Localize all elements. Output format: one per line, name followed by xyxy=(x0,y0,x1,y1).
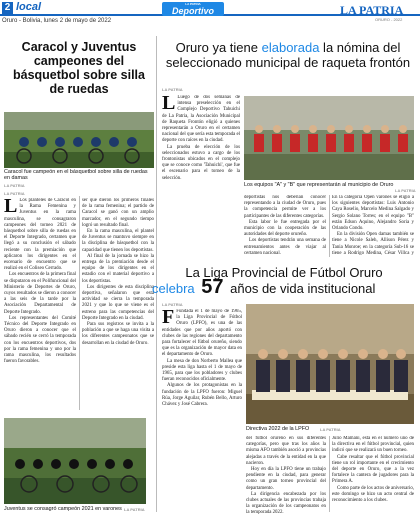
lpfo-col3-para2: Cabe resaltar que el fútbol provincial tiene un rol importante en el crecimiento del deporte en Oruro, que a la vez fortalece la cantera de jugadores para la Primera A. xyxy=(332,454,414,485)
left-body-col1 xyxy=(4,198,76,412)
team-photo-illustration xyxy=(4,112,154,168)
lpfo-body-col1 xyxy=(162,309,242,514)
raqueta-col2-para3: Los deportistas tendrán una semana de entrenamientos antes de viajar al certamen nacional. xyxy=(244,238,326,256)
lpfo-col2-para3: La dirigencia encabezada por los clubes actuales de las provincias trabaja la organización de los campeonatos en la temporada 2022. xyxy=(246,491,326,514)
lpfo-photo-illustration xyxy=(246,304,414,424)
lpfo-col2-para1: del fútbol orureño en sus diferentes categorías, pero que tras los años la misma AFO también asoció a provincias alejadas a través de la entidad en la que nacieron. xyxy=(246,436,326,466)
raqueta-col1-para2: La prueba de elección de los seleccionados estuvo a cargo de los frontonistas ubicados en el complejo que se conoce como 'Tahuichi', que fue el escenario para el torneo de la selección. xyxy=(162,144,240,181)
raqueta-photo-credit: LA PATRIA xyxy=(395,188,416,193)
banner-title: Deportivo xyxy=(171,6,214,16)
lpfo-byline: LA PATRIA xyxy=(162,302,183,307)
lpfo-headline-line1: La Liga Provincial de Fútbol Oruro xyxy=(185,265,383,280)
photo2-credit: LA PATRIA xyxy=(124,507,145,512)
left-col2-para1: ser que dieron los primeros finales de la rama femenina; el partido de Caracol se ganó con un amplio marcador, en el segundo tiempo logró un resultado final. xyxy=(82,198,154,228)
lpfo-headline-number: 57 xyxy=(201,276,224,298)
photo1-caption: Caracol fue campeón en el básquetbol sobre silla de ruedas en damas xyxy=(4,169,148,181)
page-number: 2 xyxy=(2,2,13,14)
raqueta-col1-para1: L Luego de dos semanas de intensa preselección en el Complejo Deportivo Tahuichi de La Patria, la Asociación Municipal de Raqueta Frontón eligió a quienes representarán a Oruro en el certamen nacional del que sería esta temporada el deporte con raíces en la ciudad. xyxy=(162,95,240,144)
lpfo-directiva-photo xyxy=(246,304,414,424)
lpfo-photo-credit: LA PATRIA xyxy=(320,427,341,432)
left-col1-para2: Los encuentros de la primera final se disputaron en el Polifuncional del Ministerio de Deportes de Oruro, cuyos resultados se dieron a conocer a las seis de la tarde por la Asociación Departamental de Deporte Integrado. xyxy=(4,272,76,315)
juventus-team-photo xyxy=(4,418,146,504)
raqueta-team-photo xyxy=(244,96,414,180)
raqueta-photo-caption: Los equipos "A" y "B" que representarán al municipio de Oruro xyxy=(244,182,394,188)
raqueta-body-col3 xyxy=(332,195,414,257)
left-col2-para3: Al final de la jornada se hizo la entrega de la premiación desde el equipo de los dirigentes en el estadio con el material deportivo a los deportistas. xyxy=(82,253,154,284)
left-headline: Caracol y Juventus campeones del básquetbol sobre silla de ruedas xyxy=(13,40,145,96)
lpfo-col2-para2: Hoy en día la LPFO tiene un trabajo pendiente en la ciudad, para generar como un gran torneo provincial del departamento. xyxy=(246,467,326,491)
left-col2-para4: Los dirigentes de esta disciplina deportiva, señalaron que esta actividad se cierra la temporada 2021 y que lo que se viene es el estreno para las competencias del Deporte Integrado en la ciudad. xyxy=(82,284,154,321)
lpfo-col1-para1: F Fundada el 1 de mayo de 1965, la Liga Provincial de Fútbol Oruro (LPFO), es una de las entidades que por años aportó con clubes de las regiones del departamento para fortalecer el fútbol orureño, siendo que es la organización de mayor data en el departamento de Oruro. xyxy=(162,309,242,358)
raqueta-col3-para1: En la categoría Open varones se eligió a los siguientes deportistas: Luis Antonio Caya Roselio, Marcelo Medina Salgado y Sergio Solano Torres; en el equipo "B" están Edson Aquino, Alejandro Soria y Orlando Condo. xyxy=(332,195,414,232)
lpfo-body-col2 xyxy=(246,436,326,514)
raqueta-body-col2 xyxy=(244,195,326,257)
lpfo-photo-caption: Directiva 2022 de la LPFO xyxy=(246,426,310,432)
raqueta-body-col1 xyxy=(162,95,240,255)
lpfo-col1-para2: La mesa de don Norberto Mallea que preside esta liga hasta el 1 de mayo de 1965, para que los pobladores y clubes fueran reconocidos oficialmente. xyxy=(162,358,242,383)
lpfo-headline-line2 xyxy=(150,276,418,298)
raqueta-column-divider xyxy=(329,195,330,257)
raqueta-byline: LA PATRIA xyxy=(162,87,183,92)
left-col2-para5: Para sus registros se invita a la población a que se haga una visita a los diferentes campeonatos que se desarrollan en la ciudad de Oruro. xyxy=(82,322,154,346)
lpfo-body-col3 xyxy=(332,436,414,514)
banner-small-text: LA PATRIA xyxy=(185,2,201,6)
lpfo-column-divider xyxy=(329,436,330,512)
left-column-divider xyxy=(79,196,80,410)
caracol-team-photo xyxy=(4,112,154,168)
juventus-photo-illustration xyxy=(4,418,146,504)
raqueta-col2-para1: deportistas nos deberían conocer representando a la ciudad de Oruro, pues la competencia permite ver a los participantes de las diferentes categorías. xyxy=(244,195,326,219)
lpfo-headline xyxy=(150,265,418,296)
raqueta-headline: Oruro ya tiene elaborada la nómina del seleccionado municipal de raqueta frontón xyxy=(165,40,411,70)
left-byline: LA PATRIA xyxy=(4,191,25,196)
page-header xyxy=(0,0,420,30)
lpfo-headline-accent: celebra xyxy=(152,281,195,296)
left-col2-para2: En la rama masculina, el plantel de Juventus se mantuvo siempre en la disciplina de básquetbol con la capacidad que tienen los deportistas. xyxy=(82,229,154,253)
deportivo-banner xyxy=(162,2,224,16)
lpfo-headline-rest: años de vida institucional xyxy=(230,281,376,296)
photo1-credit: LA PATRIA xyxy=(4,183,25,188)
section-name: local xyxy=(16,1,42,13)
photo2-caption: Juventus se consagró campeón 2021 en varones xyxy=(4,506,122,512)
newspaper-logo: LA PATRIA xyxy=(340,3,404,17)
lpfo-col3-para3: Como parte de los actos de aniversario, este domingo se hizo un acto central de reconocimiento a los clubes. xyxy=(332,485,414,504)
raqueta-photo-illustration xyxy=(244,96,414,180)
logo-subtitle: ORURO - 2022 xyxy=(375,17,403,22)
lpfo-col3-para1: Julio Mamani, está en el número uno de la directiva en el fútbol provincial, quien indicó que se realizará un buen torneo. xyxy=(332,436,414,454)
lpfo-col1-para3: Algunos de los protagonistas en la fundación de la LPFO fueron: Miguel Rúa, Jorge Aguilar, Rubén Bello, Arturo Chávez y José Cabrera. xyxy=(162,383,242,408)
dateline: Oruro - Bolivia, lunes 2 de mayo de 2022 xyxy=(2,18,112,24)
raqueta-col2-para2: Esta labor le fue entregada por el municipio con la cooperación de las autoridades del deporte orureño. xyxy=(244,219,326,238)
left-col1-para3: Los representantes del Comité Técnico del Deporte Integrado en Oruro dieron a conocer que el sábado recién se cerró la temporada con los encuentros deportivos, dos por la rama femenina y uno por la rama masculina, los resultados fueron favorables. xyxy=(4,315,76,365)
raqueta-col3-para2: En la división Open damas también se tiene a Nicole Saleh, Allison Pérez y Tania Monroe; en la categoría Sub-16 se tiene a Rodrigo Medina, César Villca y xyxy=(332,232,414,256)
left-col1-para1: L Los planteles de Caracol en la Rama Femenina y Juventus en la rama masculina, se consagraron campeones del torneo 2021 de básquetbol sobre silla de ruedas en el Deporte Integrado, certamen que llegó a su conclusión el sábado reciente con la premiación que aplicaron los dirigentes en el escenario de encuentro que se realizó en el Coliseo Cerrado. xyxy=(4,198,76,272)
left-body-col2 xyxy=(82,198,154,412)
